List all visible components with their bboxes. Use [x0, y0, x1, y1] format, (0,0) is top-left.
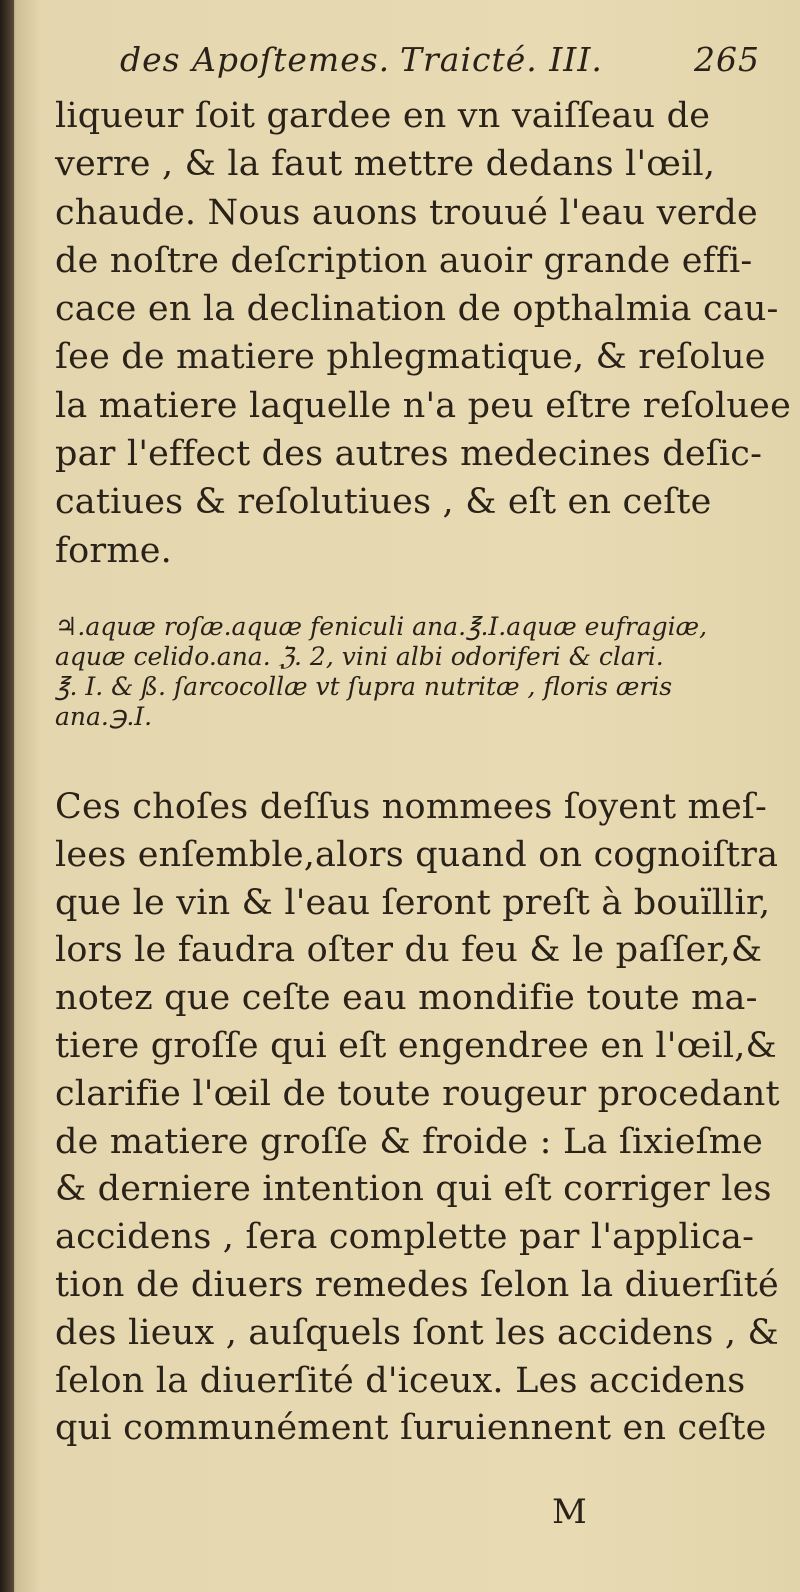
text-line: que le vin & l'eau ſeront preſt à bouïllir,: [55, 882, 771, 923]
text-line: liqueur ſoit gardee en vn vaiſſeau de: [55, 96, 711, 136]
text-line: la matiere laquelle n'a peu eſtre reſoluee: [55, 385, 791, 426]
text-line: lors le faudra oſter du feu & le paſſer,&: [55, 930, 763, 971]
recipe-line: ana.℈.I.: [55, 702, 153, 731]
text-line: de noſtre deſcription auoir grande effi-: [55, 240, 753, 281]
text-line: cace en la declination de opthalmia cau-: [55, 289, 779, 330]
text-line: accidens , ſera complette par l'applica-: [55, 1217, 755, 1258]
running-head: [120, 40, 760, 90]
text-line: & derniere intention qui eſt corriger les: [55, 1169, 772, 1210]
text-line: forme.: [55, 530, 172, 571]
text-line: ſelon la diuerſité d'iceux. Les accidens: [55, 1360, 746, 1401]
running-head-treatise: Traicté. III.: [400, 40, 603, 79]
paragraph-1: [55, 92, 791, 575]
gutter-shadow: [0, 0, 14, 1592]
text-line: qui communément ſuruiennent en ceſte: [55, 1408, 767, 1449]
text-line: des lieux , auſquels ſont les accidens , &: [55, 1312, 779, 1353]
recipe-block: [55, 612, 755, 732]
text-line: tion de diuers remedes ſelon la diuerſité: [55, 1264, 779, 1305]
recipe-line: aquæ celido.ana. ℨ. 2, vini albi odoriferi & clari.: [55, 642, 664, 671]
text-line: par l'effect des autres medecines deſic-: [55, 434, 763, 475]
text-line: lees enſemble,alors quand on cognoiſtra: [55, 834, 779, 875]
text-line: Ces choſes deſſus nommees ſoyent meſ-: [55, 787, 768, 827]
page-number: 265: [694, 40, 760, 79]
paragraph-2: [55, 784, 780, 1453]
text-line: verre , & la faut mettre dedans l'œil,: [55, 144, 716, 185]
text-line: tiere groſſe qui eſt engendree en l'œil,&: [55, 1025, 777, 1066]
text-line: catiues & reſolutiues , & eſt en ceſte: [55, 482, 712, 523]
recipe-line: ℥. I. & ß. ſarcocollæ vt ſupra nutritæ , floris æris: [55, 672, 673, 701]
signature-mark: M: [552, 1492, 589, 1532]
text-line: chaude. Nous auons trouué l'eau verde: [55, 192, 758, 233]
running-head-title: des Apoſtemes.: [120, 40, 391, 79]
text-line: de matiere groſſe & froide : La ſixieſme: [55, 1121, 764, 1162]
text-line: notez que ceſte eau mondifie toute ma-: [55, 978, 758, 1019]
text-line: clarifie l'œil de toute rougeur procedant: [55, 1073, 780, 1114]
text-line: ſee de matiere phlegmatique, & reſolue: [55, 337, 766, 378]
recipe-line: ♃.aquæ roſæ.aquæ feniculi ana.℥.I.aquæ eufragiæ,: [55, 612, 708, 641]
